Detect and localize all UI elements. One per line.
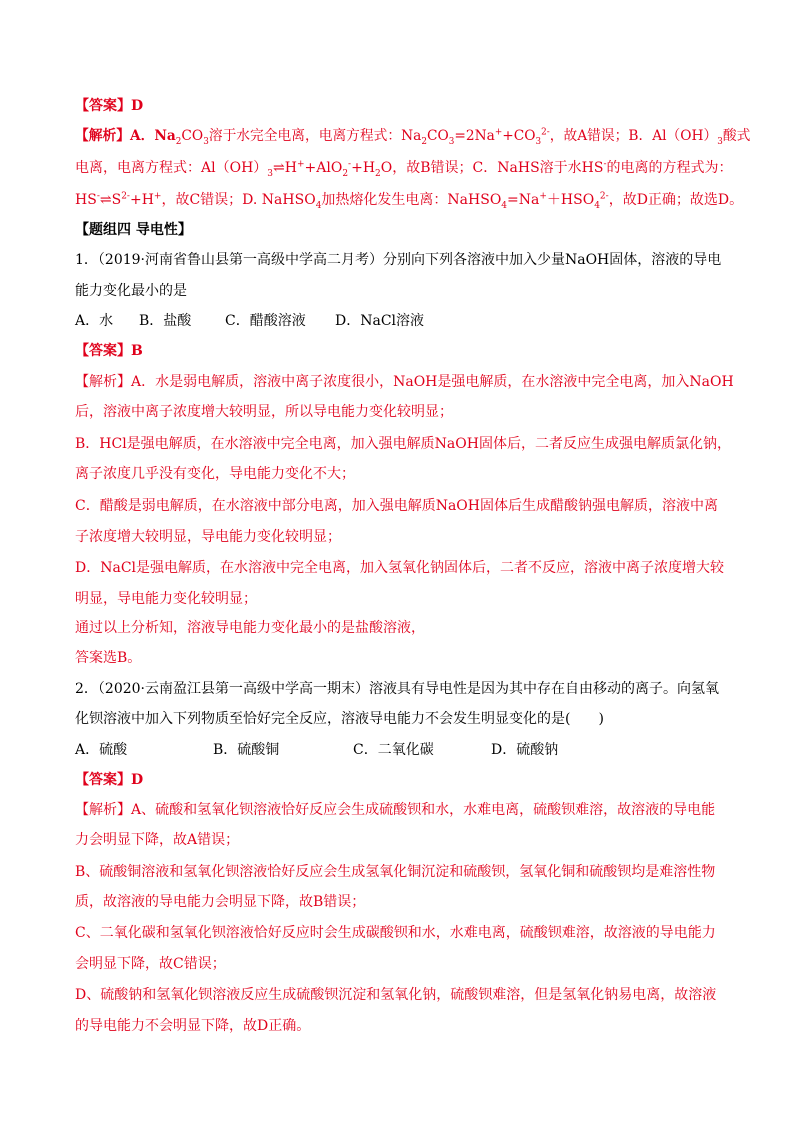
question-stem: 能力变化最小的是 bbox=[75, 283, 187, 299]
analysis-line: 质，故溶液的导电能力会明显下降，故B错误； bbox=[75, 894, 366, 910]
analysis-line: 通过以上分析知，溶液导电能力变化最小的是盐酸溶液， bbox=[75, 620, 425, 636]
analysis-line: B．HCl是强电解质，在水溶液中完全电离，加入强电解质NaOH固体后，二者反应生成强电解质氯化钠， bbox=[75, 436, 731, 452]
analysis-line: 力会明显下降，故A错误； bbox=[75, 832, 240, 848]
analysis-line: B、硫酸铜溶液和氢氧化钡溶液恰好反应会生成氢氧化铜沉淀和硫酸钡，氢氧化铜和硫酸钡均是难溶性物 bbox=[75, 864, 716, 880]
option-b: B．盐酸 bbox=[139, 313, 192, 329]
answer-line: 【答案】D bbox=[75, 98, 144, 114]
option-b: B．硫酸铜 bbox=[213, 742, 280, 758]
option-d: D．硫酸钠 bbox=[491, 742, 559, 758]
question-options bbox=[75, 740, 558, 760]
section-title: 【题组四 导电性】 bbox=[75, 222, 192, 238]
analysis-line: 【解析】A、硫酸和氢氧化钡溶液恰好反应会生成硫酸钡和水，水难电离，硫酸钡难溶，故溶液的导电能 bbox=[75, 802, 716, 818]
option-d: D．NaCl溶液 bbox=[335, 313, 425, 329]
analysis-line: 离子浓度几乎没有变化，导电能力变化不大； bbox=[75, 466, 355, 482]
analysis-line: 的导电能力不会明显下降，故D正确。 bbox=[75, 1018, 311, 1034]
analysis-line: 后，溶液中离子浓度增大较明显，所以导电能力变化较明显； bbox=[75, 404, 453, 420]
analysis-line: C、二氧化碳和氢氧化钡溶液恰好反应时会生成碳酸钡和水，水难电离，硫酸钡难溶，故溶液的导电能力 bbox=[75, 925, 716, 941]
analysis-line: 电离，电离方程式：$Al(OH)_3\rightleftharpoons H^++AlO_2^-+H_2O$，故B错误；C．NaHS溶于水HS-的电离的方程式为： bbox=[75, 159, 733, 179]
question-stem: 1．（2019·河南省鲁山县第一高级中学高二月考）分别向下列各溶液中加入少量NaOH固体，溶液的导电 bbox=[75, 252, 722, 268]
analysis-line: 【解析】A．水是弱电解质，溶液中离子浓度很小，NaOH是强电解质，在水溶液中完全电离，加入NaOH bbox=[75, 374, 734, 390]
analysis-line: 明显，导电能力变化较明显； bbox=[75, 591, 257, 607]
option-a: A．硫酸 bbox=[75, 742, 128, 758]
analysis-line: $HS^-\rightleftharpoons S^{2-}+H^+$，故C错误；D. NaHSO$_4$加热熔化发生电离：$NaHSO_4=Na^++HSO_4^{2-}$，故D正确；故选D。 bbox=[75, 191, 744, 211]
question-options bbox=[75, 311, 424, 331]
option-a: A．水 bbox=[75, 313, 114, 329]
analysis-line: 会明显下降，故C错误； bbox=[75, 956, 226, 972]
option-c: C．二氧化碳 bbox=[353, 742, 434, 758]
question-stem: 2．（2020·云南盈江县第一高级中学高一期末）溶液具有导电性是因为其中存在自由移动的离子。向氢氧 bbox=[75, 681, 719, 697]
analysis-line: 【解析】A．$Na_2CO_3$溶于水完全电离，电离方程式：$Na_2CO_3=2Na^++CO_3^{2-}$，故A错误；B．$Al(OH)_3$酸式 bbox=[75, 127, 751, 147]
analysis-line: D、硫酸钠和氢氧化钡溶液反应生成硫酸钡沉淀和氢氧化钠，硫酸钡难溶，但是氢氧化钠易电离，故溶液 bbox=[75, 987, 717, 1003]
question-stem: 化钡溶液中加入下列物质至恰好完全反应，溶液导电能力不会发生明显变化的是( ) bbox=[75, 711, 604, 727]
answer-line: 【答案】B bbox=[75, 343, 143, 359]
option-c: C．醋酸溶液 bbox=[225, 313, 306, 329]
analysis-line: D．NaCl是强电解质，在水溶液中完全电离，加入氢氧化钠固体后，二者不反应，溶液中离子浓度增大较 bbox=[75, 560, 725, 576]
analysis-line: 答案选B。 bbox=[75, 650, 142, 666]
analysis-line: C．醋酸是弱电解质，在水溶液中部分电离，加入强电解质NaOH固体后生成醋酸钠强电解质，溶液中离 bbox=[75, 498, 718, 514]
answer-line: 【答案】D bbox=[75, 772, 144, 788]
analysis-line: 子浓度增大较明显，导电能力变化较明显； bbox=[75, 529, 341, 545]
